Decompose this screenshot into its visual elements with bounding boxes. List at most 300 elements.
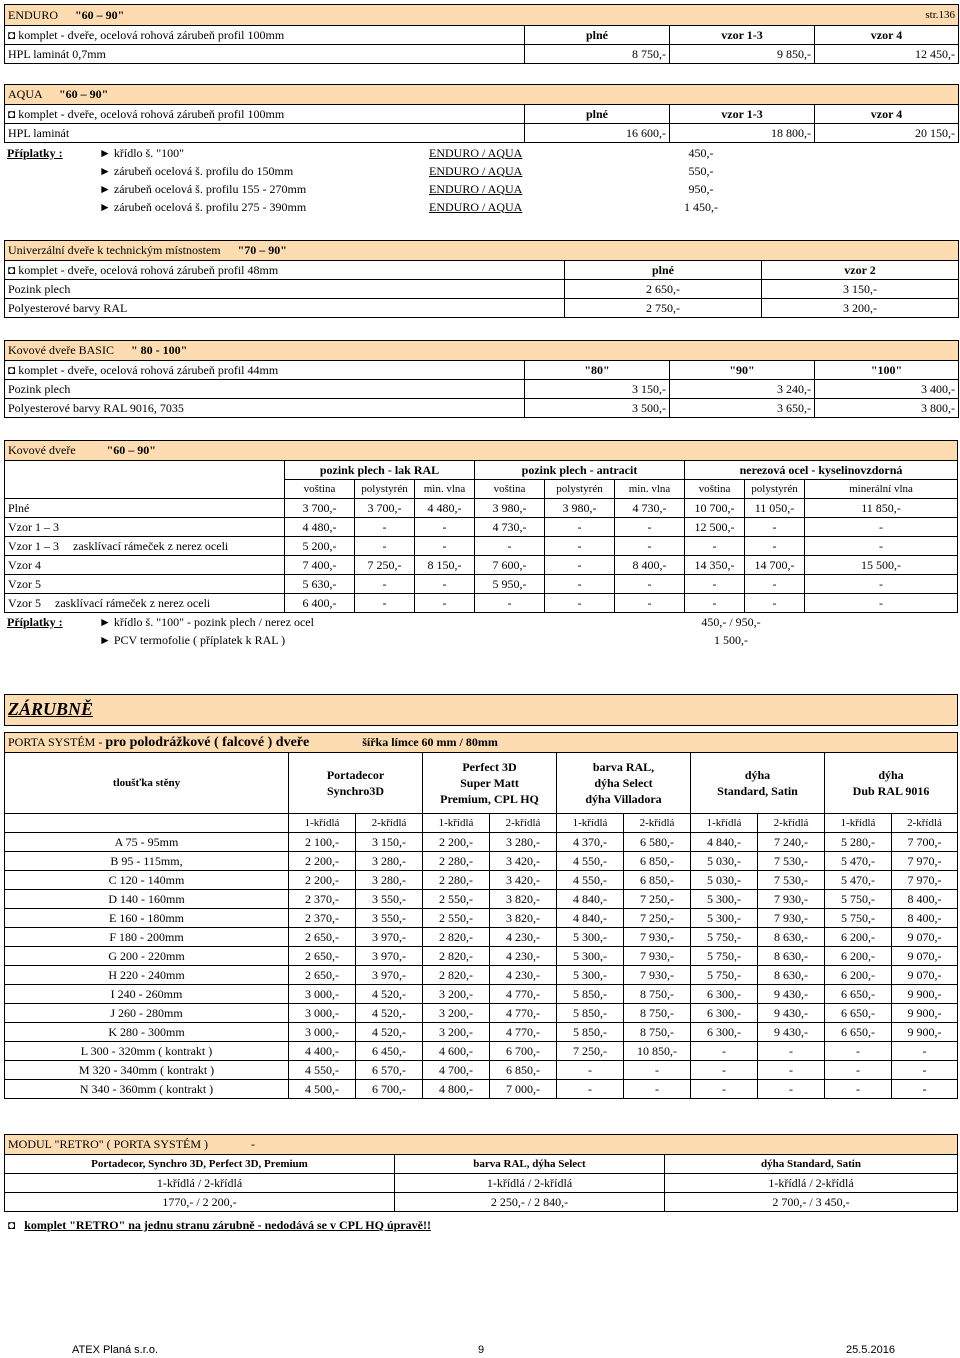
footer-company: ATEX Planá s.r.o. (72, 1344, 159, 1356)
porta-sub: 1-křídlá (825, 814, 892, 833)
porta-cell: 5 850,- (557, 1023, 624, 1042)
porta-sub: 2-křídlá (892, 814, 958, 833)
enduro-section (4, 4, 958, 64)
porta-cell: - (557, 1080, 624, 1099)
retro-title: MODUL "RETRO" ( PORTA SYSTÉM ) (8, 1137, 209, 1151)
universal-v2: 3 200,- (762, 299, 959, 318)
metal-cell: - (415, 594, 475, 613)
frames-title-cell (5, 695, 958, 726)
enduro-row (5, 45, 959, 64)
universal-header (5, 241, 959, 261)
metal-cell: - (545, 537, 615, 556)
porta-cell: 10 850,- (624, 1042, 691, 1061)
porta-cell: 7 250,- (557, 1042, 624, 1061)
basic-section (4, 340, 958, 418)
porta-cell: 8 400,- (892, 890, 958, 909)
metal-cell: 5 630,- (285, 575, 355, 594)
porta-cell: 9 430,- (758, 985, 825, 1004)
porta-cell: - (691, 1080, 758, 1099)
metal-cell: 10 700,- (685, 499, 745, 518)
porta-group: dýha Dub RAL 9016 (825, 753, 958, 814)
porta-sub: 2-křídlá (490, 814, 557, 833)
aqua-surcharge-label: ► křídlo š. "100" (99, 145, 185, 160)
porta-sub: 2-křídlá (624, 814, 691, 833)
universal-v1: 2 750,- (565, 299, 762, 318)
metal-cell: 15 500,- (805, 556, 958, 575)
metal-cell: - (475, 594, 545, 613)
porta-cell: 8 400,- (892, 909, 958, 928)
aqua-v3: 20 150,- (815, 124, 959, 143)
basic-h1: "80" (525, 361, 670, 380)
porta-cell: 6 200,- (825, 966, 892, 985)
porta-cell: 5 750,- (691, 947, 758, 966)
porta-cell: - (557, 1061, 624, 1080)
porta-cell: 5 470,- (825, 871, 892, 890)
porta-row (5, 909, 958, 928)
porta-sub: 2-křídlá (758, 814, 825, 833)
metal-sub: voština (685, 480, 745, 499)
porta-group: Portadecor Synchro3D (289, 753, 423, 814)
porta-cell: 5 280,- (825, 833, 892, 852)
metal-cell: - (805, 575, 958, 594)
porta-cell: 8 750,- (624, 985, 691, 1004)
universal-row (5, 280, 959, 299)
enduro-range: "60 – 90" (75, 7, 125, 22)
porta-cell: 4 230,- (490, 928, 557, 947)
porta-cell: 9 070,- (892, 947, 958, 966)
porta-cell: 3 280,- (356, 852, 423, 871)
porta-cell: 9 900,- (892, 1023, 958, 1042)
universal-section (4, 240, 958, 318)
porta-cell: 4 520,- (356, 1004, 423, 1023)
metal-surcharges-label: Příplatky : (7, 614, 63, 629)
porta-row-label: K 280 - 300mm (5, 1023, 289, 1042)
metal-header (5, 441, 958, 461)
metal-cell: 8 150,- (415, 556, 475, 575)
porta-cell: 5 300,- (691, 909, 758, 928)
porta-cell: 4 700,- (423, 1061, 490, 1080)
porta-cell: 3 550,- (356, 909, 423, 928)
retro-col: dýha Standard, Satin (665, 1155, 958, 1174)
metal-row-name: Vzor 1 – 3 (8, 538, 59, 553)
metal-row (5, 537, 958, 556)
porta-cell: 3 150,- (356, 833, 423, 852)
aqua-comp-row (5, 105, 959, 124)
metal-sub: min. vlna (415, 480, 475, 499)
porta-cell: 3 000,- (289, 1023, 356, 1042)
universal-row-label: Polyesterové barvy RAL (5, 299, 565, 318)
metal-row-name: Vzor 1 – 3 (8, 519, 59, 534)
porta-cell: 4 370,- (557, 833, 624, 852)
basic-row (5, 380, 959, 399)
metal-cell: - (615, 594, 685, 613)
footer-date: 25.5.2016 (846, 1344, 895, 1356)
porta-row (5, 890, 958, 909)
porta-row-label: N 340 - 360mm ( kontrakt ) (5, 1080, 289, 1099)
universal-title: Univerzální dveře k technickým místnostem (8, 243, 221, 257)
porta-sub: 2-křídlá (356, 814, 423, 833)
enduro-title-cell (5, 5, 525, 26)
metal-row-label (5, 594, 285, 613)
porta-cell: 2 650,- (289, 947, 356, 966)
metal-cell: - (745, 575, 805, 594)
porta-cell: 2 200,- (289, 871, 356, 890)
porta-group: Perfect 3D Super Matt Premium, CPL HQ (423, 753, 557, 814)
basic-v1: 3 500,- (525, 399, 670, 418)
metal-row-label (5, 499, 285, 518)
porta-cell: 3 280,- (490, 833, 557, 852)
porta-cell: 4 500,- (289, 1080, 356, 1099)
porta-cell: 5 750,- (691, 966, 758, 985)
metal-cell: 3 980,- (545, 499, 615, 518)
metal-cell: 4 480,- (415, 499, 475, 518)
retro-dash: - (251, 1137, 256, 1151)
porta-group: dýha Standard, Satin (691, 753, 825, 814)
metal-cell: 11 850,- (805, 499, 958, 518)
porta-cell: 6 450,- (356, 1042, 423, 1061)
porta-cell: 2 370,- (289, 890, 356, 909)
metal-row (5, 499, 958, 518)
metal-row-label (5, 537, 285, 556)
universal-row (5, 299, 959, 318)
porta-row (5, 1042, 958, 1061)
metal-sub-row (5, 480, 958, 499)
porta-body (5, 833, 958, 1099)
basic-v3: 3 800,- (815, 399, 959, 418)
porta-cell: 3 970,- (356, 928, 423, 947)
porta-cell: 3 420,- (490, 852, 557, 871)
metal-sub: voština (475, 480, 545, 499)
aqua-surcharge-row (4, 144, 958, 162)
porta-cell: 4 550,- (557, 852, 624, 871)
metal-cell: 4 480,- (285, 518, 355, 537)
metal-cell: - (415, 537, 475, 556)
aqua-row (5, 124, 959, 143)
metal-sub: polystyrén (745, 480, 805, 499)
porta-cell: 8 630,- (758, 966, 825, 985)
porta-cell: 4 400,- (289, 1042, 356, 1061)
porta-cell: 2 100,- (289, 833, 356, 852)
porta-cell: 5 470,- (825, 852, 892, 871)
porta-col0: tloušťka stěny (5, 753, 289, 814)
porta-row (5, 1080, 958, 1099)
porta-cell: 6 300,- (691, 985, 758, 1004)
metal-row-name: Plné (8, 500, 30, 515)
metal-cell: 7 250,- (355, 556, 415, 575)
porta-cell: 4 800,- (423, 1080, 490, 1099)
basic-row-label: Pozink plech (5, 380, 525, 399)
metal-cell: 14 350,- (685, 556, 745, 575)
aqua-surcharge-label: ► zárubeň ocelová š. profilu 275 - 390mm (99, 199, 307, 214)
metal-cell: - (415, 575, 475, 594)
porta-sub: 1-křídlá (423, 814, 490, 833)
porta-title: PORTA SYSTÉM - (8, 735, 103, 749)
porta-cell: 4 600,- (423, 1042, 490, 1061)
metal-cell: 11 050,- (745, 499, 805, 518)
porta-cell: 3 820,- (490, 890, 557, 909)
porta-cell: 3 200,- (423, 1004, 490, 1023)
porta-cell: 6 300,- (691, 1023, 758, 1042)
porta-cell: 6 650,- (825, 1023, 892, 1042)
metal-cell: 7 600,- (475, 556, 545, 575)
porta-cell: 6 580,- (624, 833, 691, 852)
aqua-surcharge-type: ENDURO / AQUA (429, 163, 523, 178)
porta-cell: 2 820,- (423, 947, 490, 966)
metal-group: nerezová ocel - kyselinovzdorná (685, 461, 958, 480)
porta-cell: 2 650,- (289, 928, 356, 947)
porta-cell: 7 250,- (624, 909, 691, 928)
metal-cell: - (615, 575, 685, 594)
basic-v2: 3 650,- (670, 399, 815, 418)
porta-cell: 5 300,- (557, 928, 624, 947)
basic-title: Kovové dveře BASIC (8, 343, 114, 357)
porta-cell: 4 840,- (557, 909, 624, 928)
porta-cell: 4 550,- (289, 1061, 356, 1080)
porta-cell: 7 930,- (624, 966, 691, 985)
porta-cell: 3 200,- (423, 1023, 490, 1042)
porta-cell: 3 200,- (423, 985, 490, 1004)
basic-header (5, 341, 959, 361)
metal-cell: - (545, 594, 615, 613)
basic-row (5, 399, 959, 418)
porta-cell: 9 430,- (758, 1023, 825, 1042)
basic-v2: 3 240,- (670, 380, 815, 399)
aqua-section (4, 84, 958, 216)
metal-cell: - (615, 537, 685, 556)
porta-width: šířka límce 60 mm / 80mm (362, 735, 498, 749)
metal-surcharge-label: ► křídlo š. "100" - pozink plech / nerez ocel (99, 614, 314, 629)
retro-note (4, 1218, 958, 1233)
metal-cell: 4 730,- (475, 518, 545, 537)
porta-cell: 2 280,- (423, 852, 490, 871)
enduro-h1: plné (525, 26, 670, 45)
retro-price: 2 250,- / 2 840,- (395, 1193, 665, 1212)
porta-sub-row (5, 814, 958, 833)
basic-h3: "100" (815, 361, 959, 380)
retro-type-row (5, 1174, 958, 1193)
metal-title-cell (5, 441, 958, 461)
porta-cell: - (825, 1042, 892, 1061)
porta-cell: 4 520,- (356, 985, 423, 1004)
aqua-surcharge-type: ENDURO / AQUA (429, 145, 523, 160)
frames-title: ZÁRUBNĚ (8, 699, 94, 719)
porta-cell: - (758, 1061, 825, 1080)
metal-row-note: zasklívací rámeček z nerez oceli (55, 595, 211, 610)
porta-cell: 2 280,- (423, 871, 490, 890)
porta-cell: 4 230,- (490, 966, 557, 985)
porta-row (5, 985, 958, 1004)
porta-cell: 3 550,- (356, 890, 423, 909)
porta-cell: 4 770,- (490, 1023, 557, 1042)
porta-cell: - (825, 1061, 892, 1080)
metal-cell: 7 400,- (285, 556, 355, 575)
porta-cell: 9 070,- (892, 928, 958, 947)
enduro-v1: 8 750,- (525, 45, 670, 64)
enduro-h3: vzor 4 (815, 26, 959, 45)
metal-cell: 8 400,- (615, 556, 685, 575)
porta-row-label: L 300 - 320mm ( kontrakt ) (5, 1042, 289, 1061)
aqua-h2: vzor 1-3 (670, 105, 815, 124)
porta-cell: 8 750,- (624, 1023, 691, 1042)
porta-group-row (5, 753, 958, 814)
porta-cell: - (758, 1080, 825, 1099)
metal-cell: - (545, 575, 615, 594)
frames-section (4, 694, 958, 1099)
metal-cell: - (355, 575, 415, 594)
aqua-surcharge-row (4, 180, 958, 198)
porta-cell: 7 700,- (892, 833, 958, 852)
metal-cell: - (685, 575, 745, 594)
porta-cell: 5 300,- (691, 890, 758, 909)
porta-cell: 3 970,- (356, 947, 423, 966)
porta-row-label: I 240 - 260mm (5, 985, 289, 1004)
porta-title-cell (5, 733, 958, 753)
porta-cell: 4 770,- (490, 985, 557, 1004)
porta-cell: - (758, 1042, 825, 1061)
porta-group: barva RAL, dýha Select dýha Villadora (557, 753, 691, 814)
porta-cell: 2 820,- (423, 966, 490, 985)
universal-row-label: Pozink plech (5, 280, 565, 299)
aqua-surcharge-label: ► zárubeň ocelová š. profilu 155 - 270mm (99, 181, 307, 196)
universal-h1: plné (565, 261, 762, 280)
porta-cell: 3 000,- (289, 1004, 356, 1023)
metal-row (5, 575, 958, 594)
retro-price: 1770,- / 2 200,- (5, 1193, 395, 1212)
porta-detail: pro polodrážkové ( falcové ) dveře (105, 735, 310, 750)
porta-cell: 6 650,- (825, 985, 892, 1004)
metal-row-label (5, 518, 285, 537)
metal-surcharge-row (4, 613, 958, 631)
porta-cell: 2 550,- (423, 890, 490, 909)
porta-cell: 3 280,- (356, 871, 423, 890)
porta-row-label: F 180 - 200mm (5, 928, 289, 947)
basic-v1: 3 150,- (525, 380, 670, 399)
retro-header (5, 1135, 958, 1155)
retro-col: Portadecor, Synchro 3D, Perfect 3D, Premium (5, 1155, 395, 1174)
aqua-surcharge-row (4, 162, 958, 180)
porta-cell: 7 530,- (758, 871, 825, 890)
porta-cell: 5 300,- (557, 966, 624, 985)
metal-row-note: zasklívací rámeček z nerez oceli (73, 538, 229, 553)
porta-cell: - (691, 1042, 758, 1061)
porta-cell: 2 650,- (289, 966, 356, 985)
porta-cell: 7 240,- (758, 833, 825, 852)
porta-row-label: D 140 - 160mm (5, 890, 289, 909)
universal-title-cell (5, 241, 959, 261)
aqua-surcharge-price: 450,- (688, 145, 714, 160)
metal-cell: - (745, 537, 805, 556)
porta-cell: 5 750,- (825, 890, 892, 909)
porta-row-label: B 95 - 115mm, (5, 852, 289, 871)
aqua-v1: 16 600,- (525, 124, 670, 143)
porta-cell: 7 970,- (892, 871, 958, 890)
metal-row-label (5, 575, 285, 594)
porta-cell: 2 200,- (423, 833, 490, 852)
enduro-v2: 9 850,- (670, 45, 815, 64)
porta-cell: 9 070,- (892, 966, 958, 985)
metal-sub: voština (285, 480, 355, 499)
porta-row (5, 871, 958, 890)
enduro-page-ref: str.136 (525, 5, 959, 26)
metal-cell: 14 700,- (745, 556, 805, 575)
metal-cell: - (685, 537, 745, 556)
porta-sub: 1-křídlá (289, 814, 356, 833)
aqua-row-label: HPL laminát (5, 124, 525, 143)
aqua-surcharges-label: Příplatky : (7, 145, 63, 160)
enduro-title: ENDURO (8, 7, 58, 22)
metal-cell: - (805, 537, 958, 556)
enduro-row-label: HPL laminát 0,7mm (5, 45, 525, 64)
porta-row (5, 947, 958, 966)
porta-cell: 7 250,- (624, 890, 691, 909)
frames-header (5, 695, 958, 726)
basic-row-label: Polyesterové barvy RAL 9016, 7035 (5, 399, 525, 418)
aqua-surcharge-type: ENDURO / AQUA (429, 181, 523, 196)
metal-sub: min. vlna (615, 480, 685, 499)
metal-row (5, 594, 958, 613)
porta-cell: 5 750,- (691, 928, 758, 947)
footer-page: 9 (478, 1344, 485, 1356)
porta-cell: 7 930,- (758, 909, 825, 928)
porta-sub: 1-křídlá (691, 814, 758, 833)
porta-cell: 4 230,- (490, 947, 557, 966)
aqua-header (5, 85, 959, 105)
porta-cell: 5 300,- (557, 947, 624, 966)
metal-row-name: Vzor 5 (8, 576, 41, 591)
aqua-surcharge-label: ► zárubeň ocelová š. profilu do 150mm (99, 163, 294, 178)
retro-section (4, 1134, 958, 1233)
basic-v3: 3 400,- (815, 380, 959, 399)
basic-comp-label: ◘ komplet - dveře, ocelová rohová zárubeň profil 44mm (5, 361, 525, 380)
basic-title-cell (5, 341, 959, 361)
metal-range: "60 – 90" (106, 443, 156, 457)
porta-cell: 7 930,- (624, 947, 691, 966)
porta-sub: 1-křídlá (557, 814, 624, 833)
metal-cell: - (805, 594, 958, 613)
retro-type: 1-křídlá / 2-křídlá (395, 1174, 665, 1193)
porta-row (5, 1023, 958, 1042)
metal-cell: 5 200,- (285, 537, 355, 556)
enduro-comp-row (5, 26, 959, 45)
aqua-title-cell (5, 85, 959, 105)
porta-row-label: M 320 - 340mm ( kontrakt ) (5, 1061, 289, 1080)
porta-cell: 8 630,- (758, 947, 825, 966)
porta-cell: 7 530,- (758, 852, 825, 871)
porta-cell: 6 850,- (490, 1061, 557, 1080)
metal-row-label (5, 556, 285, 575)
porta-cell: 5 030,- (691, 852, 758, 871)
porta-cell: 6 650,- (825, 1004, 892, 1023)
metal-row (5, 518, 958, 537)
metal-cell: 4 730,- (615, 499, 685, 518)
porta-row (5, 833, 958, 852)
porta-cell: 9 430,- (758, 1004, 825, 1023)
porta-cell: 4 770,- (490, 1004, 557, 1023)
metal-row-name: Vzor 4 (8, 557, 41, 572)
porta-cell: 2 550,- (423, 909, 490, 928)
basic-range: " 80 - 100" (130, 343, 188, 357)
universal-h2: vzor 2 (762, 261, 959, 280)
porta-cell: 6 850,- (624, 871, 691, 890)
retro-col: barva RAL, dýha Select (395, 1155, 665, 1174)
porta-cell: 5 850,- (557, 1004, 624, 1023)
porta-cell: 9 900,- (892, 985, 958, 1004)
metal-cell: - (745, 594, 805, 613)
aqua-surcharge-type: ENDURO / AQUA (429, 199, 523, 214)
enduro-h2: vzor 1-3 (670, 26, 815, 45)
metal-row (5, 556, 958, 575)
porta-cell: 3 820,- (490, 909, 557, 928)
